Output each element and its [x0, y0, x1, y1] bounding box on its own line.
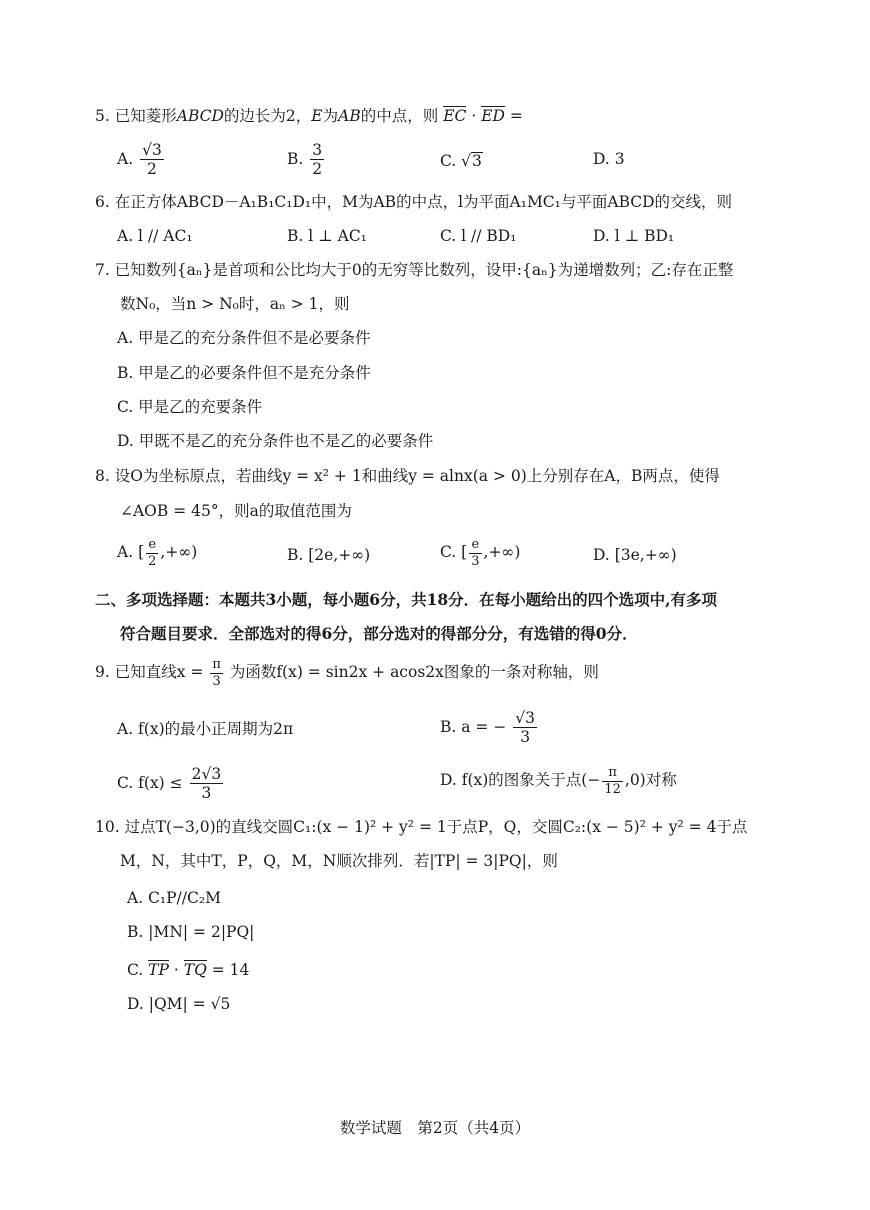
q5-text: 的中点，则	[360, 107, 439, 125]
q10-option-c	[127, 960, 249, 979]
q6-option-b: B. l ⊥ AC₁	[287, 227, 367, 245]
q9-option-b	[440, 710, 539, 746]
denominator: 2	[312, 160, 323, 179]
q6-number: 6.	[95, 193, 110, 211]
option-text: = 14	[211, 961, 250, 979]
q6-option-d: D. l ⊥ BD₁	[593, 227, 675, 245]
q10-stem-line1	[95, 820, 747, 836]
q10-text: 过点T(−3,0)的直线交圆C₁:(x − 1)² + y² = 1于点P，Q，交圆C₂:(x − 5)² + y² = 4于点	[124, 818, 748, 836]
page-footer: 数学试题 第2页（共4页）	[339, 1119, 531, 1137]
numerator: √3	[515, 709, 536, 727]
vector-tq: TQ	[183, 961, 207, 979]
q5-text: 已知菱形	[114, 107, 177, 125]
q6-option-c: C. l // BD₁	[440, 227, 517, 245]
q9-text: 已知直线x =	[114, 663, 204, 682]
dot-operator: ·	[173, 961, 179, 979]
q5-number: 5.	[95, 107, 110, 125]
option-label: C. f(x) ≤	[117, 773, 183, 792]
numerator: √3	[142, 141, 162, 159]
denominator: 3	[201, 784, 212, 803]
q8-stem-line2: ∠AOB = 45°，则a的取值范围为	[120, 502, 352, 520]
q5-stem	[95, 106, 523, 125]
numerator: e	[469, 538, 481, 554]
option-label: C.	[440, 543, 457, 562]
q7-option-c: C. 甲是乙的充要条件	[117, 398, 263, 416]
vector-ed: ED	[481, 107, 505, 125]
option-label: A.	[117, 543, 134, 562]
fraction	[602, 766, 623, 796]
fraction	[310, 142, 324, 178]
q7-option-b: B. 甲是乙的必要条件但不是充分条件	[117, 364, 371, 382]
denominator: 2	[148, 553, 157, 569]
option-label: D. |QM| =	[127, 995, 206, 1013]
denominator: 12	[604, 781, 621, 797]
numerator: π	[212, 657, 221, 672]
q9-option-c	[117, 766, 225, 802]
vector-tp: TP	[148, 961, 169, 979]
fraction	[210, 658, 223, 688]
numerator: 3	[312, 141, 323, 159]
section-2-instructions: 符合题目要求．全部选对的得6分，部分选对的得部分分，有选错的得0分．	[120, 624, 638, 643]
q5-option-d	[593, 152, 625, 168]
q5-text: ABCD	[176, 107, 224, 125]
q8-option-d: D. [3e,+∞)	[593, 546, 677, 564]
q5-text: 的边长为2，	[223, 107, 312, 125]
q7-option-d: D. 甲既不是乙的充分条件也不是乙的必要条件	[117, 432, 434, 450]
q8-stem-line1	[95, 469, 720, 485]
q9-option-a: A. f(x)的最小正周期为2π	[117, 720, 294, 738]
fraction	[513, 710, 537, 746]
q7-stem-line2: 数N₀，当n > N₀时，aₙ > 1，则	[120, 295, 350, 313]
q5-text: E	[311, 107, 323, 125]
interval-end: ,+∞)	[160, 543, 198, 562]
option-value: √5	[210, 995, 231, 1013]
numerator: 2√3	[191, 765, 222, 783]
bracket: [	[138, 543, 145, 562]
q5-text: 为	[322, 107, 339, 125]
q9-option-d	[440, 766, 677, 796]
sqrt-radicand: 3	[472, 152, 482, 170]
option-text: D. f(x)的图象关于点(−	[440, 771, 601, 790]
option-label: B. a = −	[440, 717, 507, 736]
dot-operator: ·	[471, 107, 477, 125]
vector-ec: EC	[443, 107, 467, 125]
q7-option-a: A. 甲是乙的充分条件但不是必要条件	[117, 329, 371, 347]
q6-text: 在正方体ABCD－A₁B₁C₁D₁中，M为AB的中点，l为平面A₁MC₁与平面ABCD的交线，则	[114, 193, 733, 211]
numerator: π	[602, 766, 623, 782]
q8-option-a	[117, 538, 197, 568]
interval-end: ,+∞)	[483, 543, 521, 562]
q8-number: 8.	[95, 467, 110, 485]
q8-text: 设O为坐标原点，若曲线y = x² + 1和曲线y = alnx(a > 0)上分别存在A，B两点，使得	[114, 467, 720, 485]
fraction	[190, 766, 224, 802]
q9-stem	[95, 658, 599, 688]
q8-option-c	[440, 538, 520, 568]
q6-option-a: A. l // AC₁	[117, 227, 193, 245]
denominator: 3	[520, 728, 531, 747]
option-label: B.	[287, 149, 304, 168]
fraction	[469, 538, 481, 568]
q5-option-a	[117, 142, 166, 178]
q10-option-a: A. C₁P//C₂M	[127, 889, 221, 907]
numerator: e	[146, 538, 158, 554]
denominator: 3	[212, 673, 221, 689]
q8-option-b: B. [2e,+∞)	[287, 546, 371, 564]
q7-stem-line1	[95, 263, 733, 279]
option-label: C.	[127, 961, 144, 979]
q9-number: 9.	[95, 663, 110, 682]
option-label: D.	[593, 150, 610, 168]
q10-stem-line2: M，N，其中T，P，Q，M，N顺次排列．若|TP| = 3|PQ|，则	[120, 852, 558, 870]
option-label: C.	[440, 152, 457, 170]
option-text: ,0)对称	[624, 771, 677, 790]
q10-option-d	[127, 997, 230, 1013]
option-value: 3	[614, 150, 625, 168]
fraction	[140, 142, 164, 178]
denominator: 3	[471, 553, 480, 569]
q5-text: AB	[338, 107, 361, 125]
q9-text: 为函数f(x) = sin2x + acos2x图象的一条对称轴，则	[229, 663, 599, 682]
fraction	[146, 538, 158, 568]
q10-option-b: B. |MN| = 2|PQ|	[127, 923, 255, 941]
bracket: [	[461, 543, 468, 562]
q7-number: 7.	[95, 261, 110, 279]
q10-number: 10.	[95, 818, 120, 836]
q5-option-b	[287, 142, 326, 178]
section-2-heading: 二、多项选择题：本题共3小题，每小题6分，共18分．在每小题给出的四个选项中,有多项	[95, 590, 718, 609]
q7-text: 已知数列{aₙ}是首项和公比均大于0的无穷等比数列，设甲:{aₙ}为递增数列；乙:存在正整	[114, 261, 734, 279]
q5-option-c: C. √3	[440, 152, 482, 170]
equals-sign: =	[509, 107, 523, 125]
denominator: 2	[147, 160, 157, 179]
q6-stem	[95, 195, 732, 211]
option-label: A.	[117, 149, 134, 168]
